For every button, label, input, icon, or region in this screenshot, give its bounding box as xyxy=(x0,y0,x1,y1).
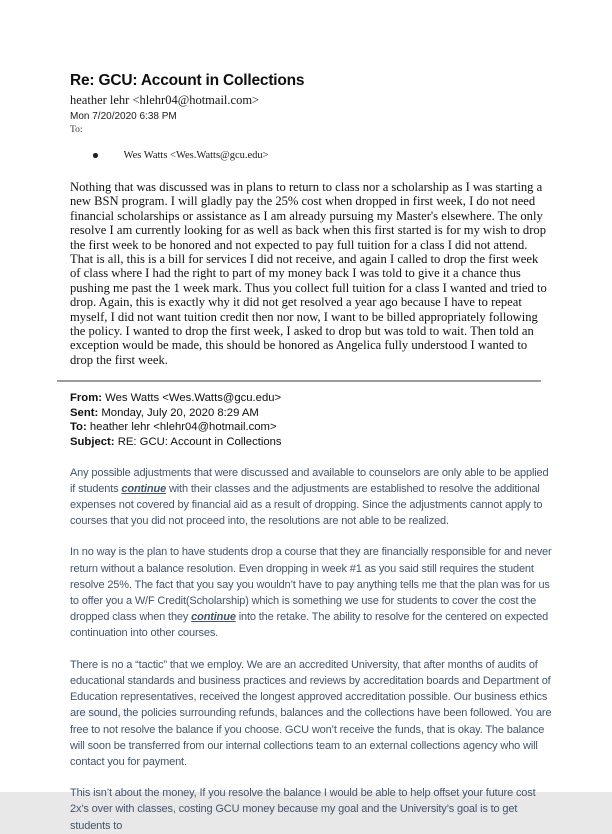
paragraph-text: There is no a “tactic” that we employ. We are an accredited University, that after months of audits of educational standards and business practices and reviews by accreditation boards and Department of Education representatives, received the longest approved accreditation possible. Our business ethics are sound, the policies surrounding refunds, balances and the collections have been followed. You are free to not resolve the balance if you choose. GCU won’t receive the funds, that is okay. The balance will soon be transferred from our internal collections team to an external collections agency who will contact you for payment. xyxy=(70,658,552,768)
email-content xyxy=(70,72,552,834)
message-divider xyxy=(57,380,541,382)
scan-bleed-artifact xyxy=(75,710,133,718)
paragraph-text: into the retake. The ability to resolve for the centered on expected continuation into other courses. xyxy=(70,611,549,640)
recipient-address: Wes Watts <Wes.Watts@gcu.edu> xyxy=(123,150,269,161)
quoted-header-block xyxy=(70,391,548,449)
recipient-item xyxy=(70,150,548,161)
quoted-paragraph xyxy=(70,465,554,530)
quoted-header-value: heather lehr <hlehr04@hotmail.com> xyxy=(89,421,277,434)
bullet-icon xyxy=(93,153,98,158)
quoted-header-row xyxy=(70,420,548,435)
quoted-header-value: Wes Watts <Wes.Watts@gcu.edu> xyxy=(105,392,282,405)
quoted-header-value: Monday, July 20, 2020 8:29 AM xyxy=(101,406,259,419)
paragraph-text: with their classes and the adjustments are established to resolve the additional expenses not covered by financial aid as a result of dropping. Since the adjustments cannot apply to courses that you did not proceed into, the resolutions are not able to be realized. xyxy=(70,482,543,528)
quoted-header-row xyxy=(70,406,548,421)
quoted-header-label: From: xyxy=(70,392,106,405)
recipient-list xyxy=(70,150,548,161)
original-message-body: Nothing that was discussed was in plans to return to class nor a scholarship as I was starting a new BSN program. I will gladly pay the 25% cost when dropped in first week, I do not need financial scholarships or assistance as I am already pursuing my Master's elsewhere. The only resolve I am currently looking for as well as back when this first started is for my wish to drop the first week to be honored and not expected to pay full tuition for a class I did not attend. That is all, this is a bill for services I did not receive, and again I called to drop the first week of class where I had the right to part of my money back I was told to give it a chance thus pushing me past the 1 week mark. Thus you collect full tuition for a class I wanted and tried to drop. Again, this is exactly why it did not get resolved a year ago because I have to repeat myself, I did not want tuition credit then nor now, I want to be billed appropriately following the policy. I wanted to drop the first week, I asked to drop but was told to wait. Then told an exception would be made, this should be honored as Angelica fully understood I wanted to drop the first week. xyxy=(70,180,547,367)
quoted-message-body xyxy=(70,465,554,834)
emphasis-text: continue xyxy=(121,482,167,495)
paragraph-text: Any possible adjustments that were discussed and available to counselors are only able to be applied if students xyxy=(70,466,549,495)
paragraph-text: In no way is the plan to have students drop a course that they are financially responsible for and never return without a balance resolution. Even dropping in week #1 as you said still requires the student resolve 25%. The fact that you say you wouldn’t have to pay anything tells me that the plan was for us to offer you a W/F Credit(Scholarship) which is something we use for students to cover the cost the dropped class when they xyxy=(70,546,552,624)
paragraph-text: This isn’t about the money, If you resolve the balance I would be able to help offset your future cost 2x’s over with classes, costing GCU money because my goal and the University’s goal is to get students to xyxy=(70,787,536,832)
email-subject: Re: GCU: Account in Collections xyxy=(70,72,305,89)
quoted-header-label: Sent: xyxy=(70,406,102,419)
sender-line: heather lehr <hlehr04@hotmail.com> xyxy=(70,93,260,107)
quoted-paragraph xyxy=(70,544,554,641)
quoted-header-value: RE: GCU: Account in Collections xyxy=(117,436,282,449)
quoted-header-row xyxy=(70,435,548,450)
to-label: To: xyxy=(70,125,83,135)
emphasis-text: continue xyxy=(191,611,236,624)
date-line: Mon 7/20/2020 6:38 PM xyxy=(70,111,177,122)
quoted-paragraph xyxy=(70,657,554,770)
quoted-header-row xyxy=(70,391,548,406)
quoted-header-label: To: xyxy=(70,421,90,434)
quoted-paragraph xyxy=(70,785,554,834)
quoted-header-label: Subject: xyxy=(70,436,118,449)
